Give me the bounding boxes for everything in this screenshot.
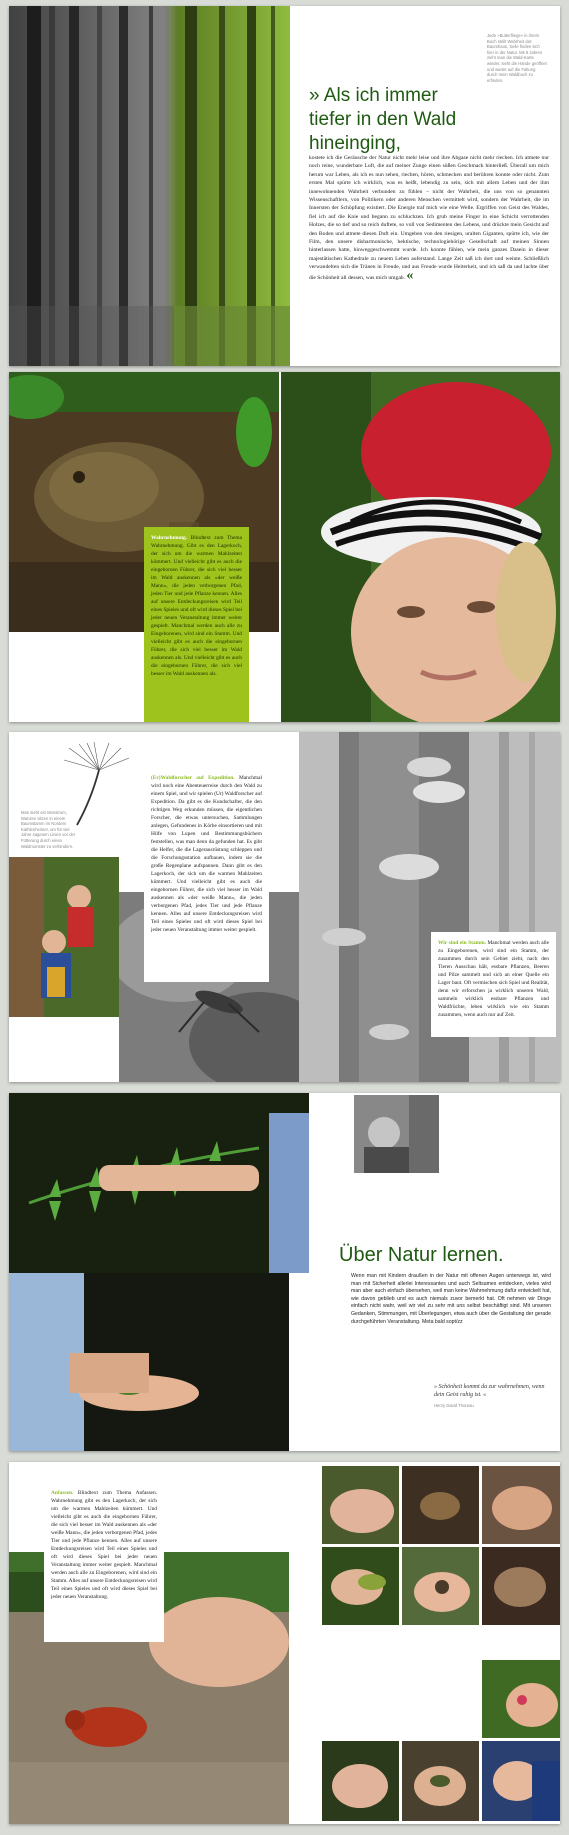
grid-photo-3 <box>482 1466 560 1544</box>
perception-box-text: Blindtext zum Thema Wahrnehmung. Gibt es den Lagerkoch, der sich um die warmen Mahlzeiten kümmert. Und vielleicht gibt es auch die eingebornen Führer, die sich viel besser im Wald auskennen als »der weiße Mann«, die jeden verborgenen Pfad, jeden Tier und jede Pflanze kennen. Alles auf unsere Entdeckungsreisen wird Teil eines Spieles und oft wird dieses Spiel bei jeder neuen Veranstaltung immer weiter gespielt. Manchmal werden auch alle zu Eingeborenen, wird sind ein Stamm. Und vielleicht gibt es auch die eingebornen Führer, die sich viel besser im Wald auskennen als. Und vielleicht gibt es auch die eingebornen Führer, die sich viel besser im Wald auskennen als. <box>151 535 242 677</box>
expedition-caption: Man sieht ein Monstrum, Wanzen sitzen in einem Baumstamm im Nordern Kathlenheimer, um für viel Jahre sagenen Linien vor der Fütterung durch einen Waldmonster zu verhindern. <box>21 810 76 849</box>
expedition-box-lead: (Er)Waldforscher auf Expedition. <box>151 775 239 781</box>
expedition-box <box>144 767 269 982</box>
spread1-body-text: kostete ich die Geräusche der Natur nicht mehr leise und ihre Abgase nicht mehr riechen. Ich atmete nur noch reine, wunderbare Luft, die auf meiner Zunge einen süßen Geschmack hinterließ. Überall um mich herum war Leben, als ich es nun sehen, riechen, hören, schmecken und berühren konnte oder nicht. Zum ersten Mal spürte ich wirklich, was es heißt, lebendig zu sein, sich mit allem Leben und der ihm innewohnenden Wahrheit verbunden zu fühlen – nicht der Wahrheit, die uns von so genannten Wissenschaftlern, von Politikern oder anderen Menschen vermittelt wird, sondern der Wahrheit, die im Innersten der Schöpfung existiert. Die Energie traf mich wie eine Welle. Ergriffen von Geist des Waldes, fiel ich auf die Knie und begann zu schluchzen. Ich grub meine Finger in eine Schicht verrottenden Holzes, die so tief und so reich duftete, so voll von Sedimenten des Lebens, und drückte mein Gesicht auf den Boden und atmete diesen Duft ein. Umgeben von den riesigen, uralten Giganten, spürte ich, wie der Film, den unsere disharmonische, hektische, technologiehörige Gesellschaft auf meinen Sinnen hinterlassen hatte, hinweggeschwemmt wurde. Ich konnte fühlen, wie mein ganzes Dasein in dieser majestätischen Kathedrale zu neuem Leben auferstand. Lange Zeit saß ich dort und weinte. Schließlich verwandelten sich die Tränen in Freude, und aus Freude wurde Heiterkeit, und ich saß da und lachte über die Schönheit all dessen, was mich umgab. <box>309 155 549 281</box>
moss-hand-photo <box>9 1273 289 1451</box>
quote-author: Henry David Thoreau <box>434 1403 474 1408</box>
grid-photo-10 <box>482 1741 560 1821</box>
forest-caption: Jede »Butterfliege« in ihrem Buch stellt Wahrheit dar: Baumhaus, Seile finden sich hier in der Natur. Mit 8 Jahren zieht man die Wald-Karte wieder, sieht die Hände geöffnet und wartet auf die Faltung durch mein Waldbuch zu erfinden. <box>487 33 547 83</box>
spread-perception <box>9 372 560 722</box>
grid-photo-4 <box>322 1547 399 1625</box>
touching-box-lead: Anfassen. <box>51 1490 78 1496</box>
touching-box-text: Blindtext zum Thema Anfassen. Wahrnehmung gibt es den Lagerkoch, der sich um die warmen Mahlzeiten kümmert. Und vielleicht gibt es auch die eingebornen Führer, die sich viel besser im Wald auskennen als »der weiße Mann«, die jeden verborgenen Pfad, jedes Tier und jede Pflanze kennen. Alles auf unsere Entdeckungsreisen wird Teil eines Spieles und oft wird dieses Spiel bei jeder neuen Veranstaltung immer weiter gespielt. Manchmal werden auch alle zu Eingeborenen, wird sind ein Stamm. Alles auf unsere Entdeckungsreisen wird Teil eines Spieles und oft wird dieses Spiel bei jeder neuen Veranstaltung. <box>51 1490 157 1600</box>
forest-photo <box>9 6 290 366</box>
tribe-box <box>431 932 556 1037</box>
learning-title: Über Natur lernen. <box>339 1244 504 1266</box>
perception-box-lead: Wahrnehmung. <box>151 535 191 541</box>
spread1-title: » Als ich immer tiefer in den Wald hineinging, <box>309 85 457 154</box>
girl-cap-photo <box>281 372 560 722</box>
grid-photo-8 <box>322 1741 399 1821</box>
grid-photo-2 <box>402 1466 479 1544</box>
tribe-box-text: Manchmal werden auch alle zu Eingeborenen, wird sind ein Stamm, der zusammen durch sein Gebiet zieht, nach den Tieren Ausschau hält, essbare Pflanzen, Beeren und Pilze sammelt und sich an einer Quelle ein Lager baut. Oft vermischen sich Spiel und Realität, denn wir erforschen ja wirklich unseren Wald, sammeln wirklich essbare Pflanzen und Waldfrüchte, leben wirklich wie ein Stamm zusammen, wenn auch nur auf Zeit. <box>438 940 549 1018</box>
portrait-photo <box>354 1095 439 1173</box>
spread-touching <box>9 1462 560 1824</box>
close-quote: « <box>406 267 414 283</box>
expedition-box-text: Manchmal wird noch eine Abenteuerreise durch den Wald zu einem Spiel, und wir spielen (Ur) Waldforscher auf Expedition. Da gibt es die Kundschafter, die den richtigen Weg erkunden müssen, die eigentlichen Forscher, die etwas untersuchen, Sammlungen anlegen, Gefundenes in Körbe einsortieren und mit Hilfe von Lupen und Bestimmungsbüchern feststellen, was man denn da gefunden hat. Es gibt die Helfer, die die Lagerausrüstung schleppen und die Forschungsstation aufbauen, indem sie die große Regenplane aufspannen. Dann gibt es den Lagerkoch, der sich um die warmen Mahlzeiten kümmert. Und vielleicht gibt es auch die eingebornen Führer, die sich viel besser im Wald auskennen als »der weiße Mann«, die jeden verborgenen Pfad, jedes Tier und jede Pflanze kennen. Alles auf unsere Entdeckungsreisen wird Teil eines Spieles und oft wird dieses Spiel bei jeder neuen Veranstaltung immer weiter gespielt. <box>151 775 262 933</box>
touching-box <box>44 1482 164 1642</box>
grid-photo-6 <box>482 1547 560 1625</box>
spread-forest-quote <box>9 6 560 366</box>
fern-photo <box>9 1093 309 1273</box>
spread-expedition <box>9 732 560 1082</box>
learning-body: Wenn man mit Kindern draußen in der Natur mit offenen Augen unterwegs ist, wird man mit Sicherheit allerlei Interessantes und auch Seltsames entdecken, vieles wird man aber auch einfach übersehen, weil man keine Wahrnehmung dafür entwickelt hat, wie davon geblieb und es auch niemals zuvor bemerkt hat. Oft nehmen wir Dinge einfach nicht wahr, weil wir viel zu sehr mit uns selbst beschäftigt sind. Mit unseren Gedanken, Stimmungen, mit Überlegungen, etwa auch über die Gestaltung der gerade durchgeführten Veranstaltung. Meta bald sopt/zz <box>351 1273 551 1325</box>
grid-photo-7 <box>482 1660 560 1738</box>
tree-climbing-kids-photo <box>9 857 119 1017</box>
thoreau-quote: » Schönheit kommt da zur wahrnehmen, wenn dein Geist ruhig ist. « <box>434 1384 545 1398</box>
tribe-box-lead: Wir sind ein Stamm. <box>438 940 488 946</box>
grid-photo-9 <box>402 1741 479 1821</box>
grid-photo-5 <box>402 1547 479 1625</box>
perception-box <box>144 527 249 722</box>
spread1-body <box>309 154 549 282</box>
spread-learning-nature <box>9 1093 560 1451</box>
grid-photo-1 <box>322 1466 399 1544</box>
